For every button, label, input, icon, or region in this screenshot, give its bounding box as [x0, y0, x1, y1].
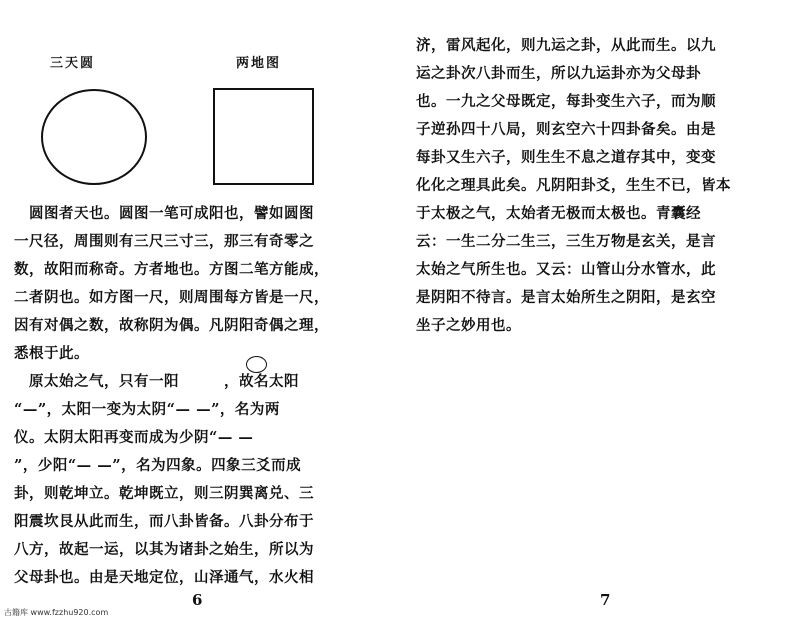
heaven-circle-figure [41, 89, 147, 185]
left-body-text [14, 200, 329, 592]
text-line: 运之卦次八卦而生，所以九运卦亦为父母卦 [416, 65, 701, 82]
text-line: “—”，太阳一变为太阴“— —”，名为两 [14, 401, 280, 418]
text-line: 一尺径，周围则有三尺三寸三，那三有奇零之 [14, 233, 314, 250]
text-line: 每卦又生六子，则生生不息之道存其中，变变 [416, 149, 716, 166]
text-line: 坐子之妙用也。 [416, 317, 521, 334]
text-line: 原太始之气，只有一阳 ，故名太阳 [14, 373, 299, 390]
text-line: 数，故阳而称奇。方者地也。方图二笔方能成， [14, 261, 329, 278]
right-body-text [416, 32, 731, 340]
text-line: 卦，则乾坤立。乾坤既立，则三阴巽离兑、三 [14, 485, 314, 502]
text-line: 也。一九之父母既定，每卦变生六子，而为顺 [416, 93, 716, 110]
text-line: 是阴阳不待言。是言太始所生之阴阳，是玄空 [416, 289, 716, 306]
text-line: 阳震坎艮从此而生，而八卦皆备。八卦分布于 [14, 513, 314, 530]
right-page [400, 0, 793, 624]
square-figure-label: 两地图 [236, 56, 282, 71]
earth-square-figure [213, 88, 314, 185]
text-line: 子逆孙四十八局，则玄空六十四卦备矣。由是 [416, 121, 716, 138]
watermark-text: 古籍库 www.fzzhu920.com [4, 608, 109, 617]
text-line: 八方，故起一运，以其为诸卦之始生，所以为 [14, 541, 314, 558]
circle-figure-label: 三天圆 [50, 56, 96, 71]
text-line: 云：一生二分二生三，三生万物是玄关，是言 [416, 233, 716, 250]
text-line: 二者阴也。如方图一尺，则周围每方皆是一尺， [14, 289, 329, 306]
text-line: 于太极之气，太始者无极而太极也。青囊经 [416, 205, 701, 222]
yang-circle-symbol [246, 356, 267, 373]
text-line: 仪。太阴太阳再变而成为少阴“— — [14, 429, 254, 446]
text-line: ”，少阳“— —”，名为四象。四象三爻而成 [14, 457, 302, 474]
text-line: 悉根于此。 [14, 345, 89, 362]
text-line: 化化之理具此矣。凡阴阳卦爻，生生不已，皆本 [416, 177, 731, 194]
text-line: 因有对偶之数，故称阴为偶。凡阴阳奇偶之理， [14, 317, 329, 334]
text-line: 济，雷风起化，则九运之卦，从此而生。以九 [416, 37, 716, 54]
text-line: 父母卦也。由是天地定位，山泽通气，水火相 [14, 569, 314, 586]
text-line: 太始之气所生也。又云：山管山分水管水，此 [416, 261, 716, 278]
text-line: 圆图者天也。圆图一笔可成阳也，譬如圆图 [14, 205, 314, 222]
page-number: 6 [192, 591, 203, 609]
page-number: 7 [600, 591, 611, 609]
